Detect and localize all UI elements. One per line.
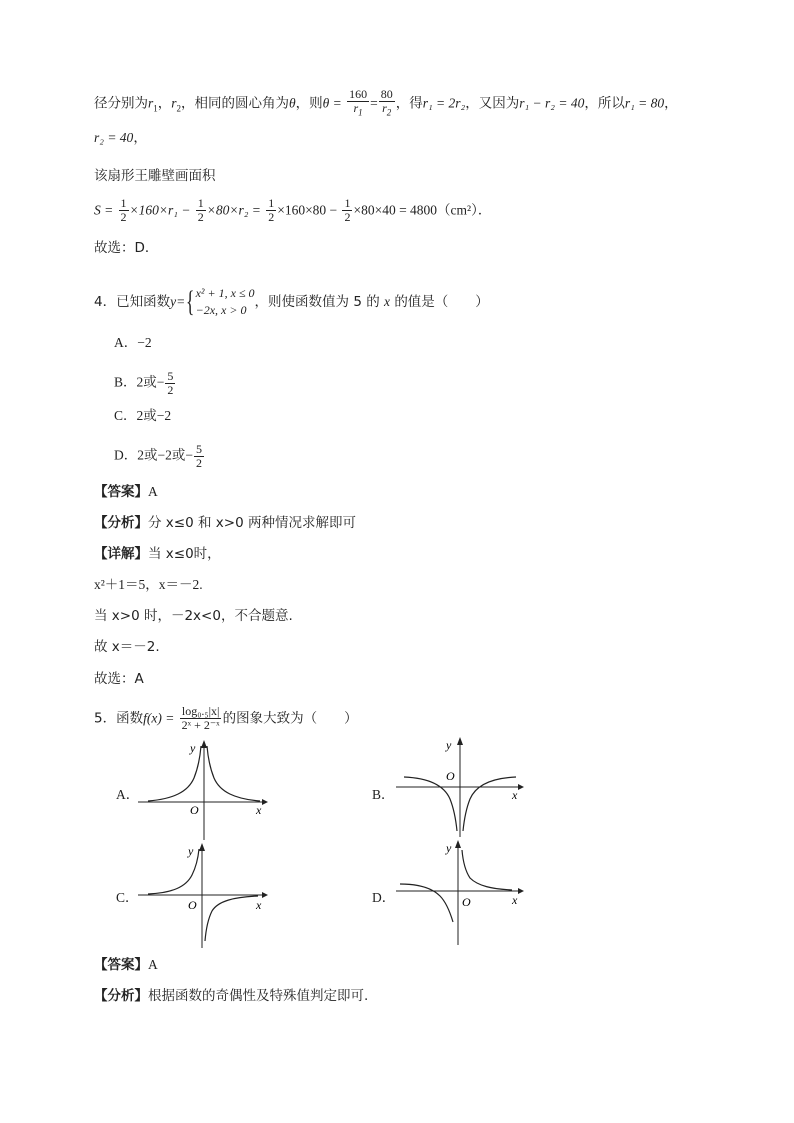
text: ，相同的圆心角为: [181, 95, 290, 112]
x-label: x: [256, 803, 262, 817]
math: f(x) =: [143, 710, 175, 726]
p5-answer: [94, 955, 158, 975]
case-1: x² + 1, x ≤ 0: [195, 286, 255, 300]
fraction: [165, 370, 175, 397]
var-theta: θ: [289, 95, 296, 111]
x-arrow-icon: [518, 888, 524, 894]
text: ，: [157, 95, 172, 112]
y-label: y: [446, 738, 452, 752]
var-r1: r: [148, 95, 154, 111]
text: 5．函数: [94, 710, 144, 727]
p4-detail-3: 当 x>0 时，－2x<0，不合题意.: [94, 608, 293, 624]
x-arrow-icon: [518, 784, 524, 790]
curve-right: [463, 777, 516, 831]
case-2: −2x, x > 0: [195, 303, 247, 317]
fraction: [347, 88, 369, 119]
text: ，所以: [584, 95, 625, 112]
text: ，又因为: [465, 95, 520, 112]
den-sub: 2: [386, 107, 392, 118]
x-label: x: [256, 898, 262, 912]
den: [352, 102, 365, 119]
text: 的图象大致为（ ）: [222, 710, 358, 727]
answer-value: A: [148, 484, 158, 499]
curve-left: [400, 884, 453, 922]
math: θ =: [322, 95, 342, 111]
sub: 1: [153, 103, 158, 114]
y-label: y: [190, 741, 196, 755]
math: ×160×80 −: [277, 202, 338, 218]
p5-label-b: B．: [372, 787, 395, 802]
p4-detail: [94, 544, 221, 564]
text: ，则: [295, 95, 323, 112]
fraction-half: [119, 197, 129, 224]
y-arrow-icon: [457, 737, 463, 745]
p3-line1: [94, 88, 678, 119]
den: 2: [167, 383, 174, 397]
num: 5: [195, 442, 202, 456]
den-var: r: [353, 101, 359, 115]
text: ，得: [395, 95, 423, 112]
analysis-tag: 【分析】: [94, 515, 148, 531]
p5-stem: [94, 705, 358, 732]
math: S =: [94, 202, 114, 218]
math: y=: [170, 294, 186, 309]
fraction-half: [266, 197, 276, 224]
math: ×160×r₁ −: [129, 202, 191, 218]
text: ，: [133, 130, 147, 146]
y-arrow-icon: [199, 843, 205, 851]
detail-text: 当 x≤0时，: [148, 546, 221, 562]
graph-c: [138, 843, 268, 948]
x-arrow-icon: [262, 799, 268, 805]
num: 1: [120, 196, 127, 210]
text: 4．已知函数: [94, 294, 171, 310]
text: 的值是（ ）: [394, 294, 489, 310]
p5-label-a: A．: [116, 787, 140, 802]
num: 5: [167, 369, 174, 383]
x-arrow-icon: [262, 892, 268, 898]
p4-detail-2: x²＋1＝5，x＝－2.: [94, 577, 203, 592]
math: r₁ = 80: [624, 95, 665, 111]
fraction-half: [196, 197, 206, 224]
x-label: x: [512, 788, 518, 802]
den: 2: [344, 210, 351, 224]
den: 2: [120, 210, 127, 224]
answer-value: A: [148, 957, 158, 972]
math: r₁ − r₂ = 40: [519, 95, 585, 111]
den-sub: 1: [358, 107, 363, 118]
math: ×80×40 = 4800（cm²）．: [353, 202, 492, 218]
var-x: x: [384, 294, 391, 309]
var-r2: r: [171, 95, 177, 111]
p4-option-d: [114, 443, 205, 470]
p4-option-b: [114, 370, 176, 397]
origin-label: O: [462, 895, 471, 909]
den: [380, 102, 393, 119]
text: 径分别为: [94, 95, 148, 112]
fraction-half: [342, 197, 352, 224]
brace-icon: {: [186, 285, 195, 318]
origin-label: O: [188, 898, 197, 912]
y-arrow-icon: [455, 840, 461, 848]
num: 1: [344, 196, 351, 210]
p3-area-label: 该扇形王雕壁画面积: [94, 168, 216, 184]
p4-choose: 故选：A: [94, 671, 144, 687]
num: 160: [349, 87, 368, 101]
analysis-text: 分 x≤0 和 x>0 两种情况求解即可: [148, 515, 356, 531]
den: 2: [197, 210, 204, 224]
den: 2ˣ + 2⁻ˣ: [181, 718, 220, 732]
p3-line2: [94, 128, 147, 148]
y-label: y: [188, 844, 194, 858]
curve-right: [462, 850, 512, 890]
p5-label-c: C．: [116, 890, 139, 905]
fraction: [379, 88, 395, 119]
den: 2: [195, 456, 202, 470]
origin-label: O: [446, 769, 455, 783]
graph-b: [396, 737, 526, 837]
p4-option-c: C．2或−2: [114, 408, 172, 423]
p5-analysis: [94, 986, 368, 1006]
den: 2: [268, 210, 275, 224]
text: ，: [664, 95, 678, 112]
text: B．2或−: [114, 374, 165, 390]
answer-tag: 【答案】: [94, 957, 148, 973]
curve-right: [205, 896, 258, 941]
origin-label: O: [190, 803, 199, 817]
fraction: [180, 705, 222, 732]
p4-answer: [94, 482, 158, 502]
num: log₀.₅|x|: [181, 704, 220, 718]
curve-left: [404, 777, 457, 831]
eq: =: [370, 95, 378, 111]
p3-choose: 故选：D．: [94, 240, 159, 256]
x-label: x: [512, 893, 518, 907]
piecewise-cases: [196, 285, 255, 319]
p5-label-d: D．: [372, 890, 396, 905]
answer-tag: 【答案】: [94, 484, 148, 500]
analysis-tag: 【分析】: [94, 988, 148, 1004]
text: D．2或−2或−: [114, 447, 193, 463]
curve-right: [207, 746, 260, 801]
p3-area-formula: [94, 197, 491, 224]
y-label: y: [446, 841, 452, 855]
math: r₂ = 40: [94, 130, 134, 145]
p4-option-a: A．−2: [114, 335, 152, 350]
graph-a: [138, 740, 268, 840]
math: ×80×r₂ =: [206, 202, 261, 218]
y-arrow-icon: [201, 740, 207, 748]
p4-detail-4: 故 x＝－2.: [94, 639, 160, 655]
fraction: [194, 443, 204, 470]
detail-tag: 【详解】: [94, 546, 148, 562]
num: 1: [197, 196, 204, 210]
graph-d: [396, 840, 526, 945]
p4-analysis: [94, 513, 356, 533]
sub: 2: [176, 103, 182, 114]
text: ，则使函数值为 5 的: [254, 294, 380, 310]
math: r₁ = 2r₂: [422, 95, 466, 111]
analysis-text: 根据函数的奇偶性及特殊值判定即可.: [148, 988, 369, 1004]
num: 80: [380, 87, 393, 101]
p4-stem: [94, 285, 489, 319]
num: 1: [268, 196, 275, 210]
den-var: r: [382, 101, 387, 115]
